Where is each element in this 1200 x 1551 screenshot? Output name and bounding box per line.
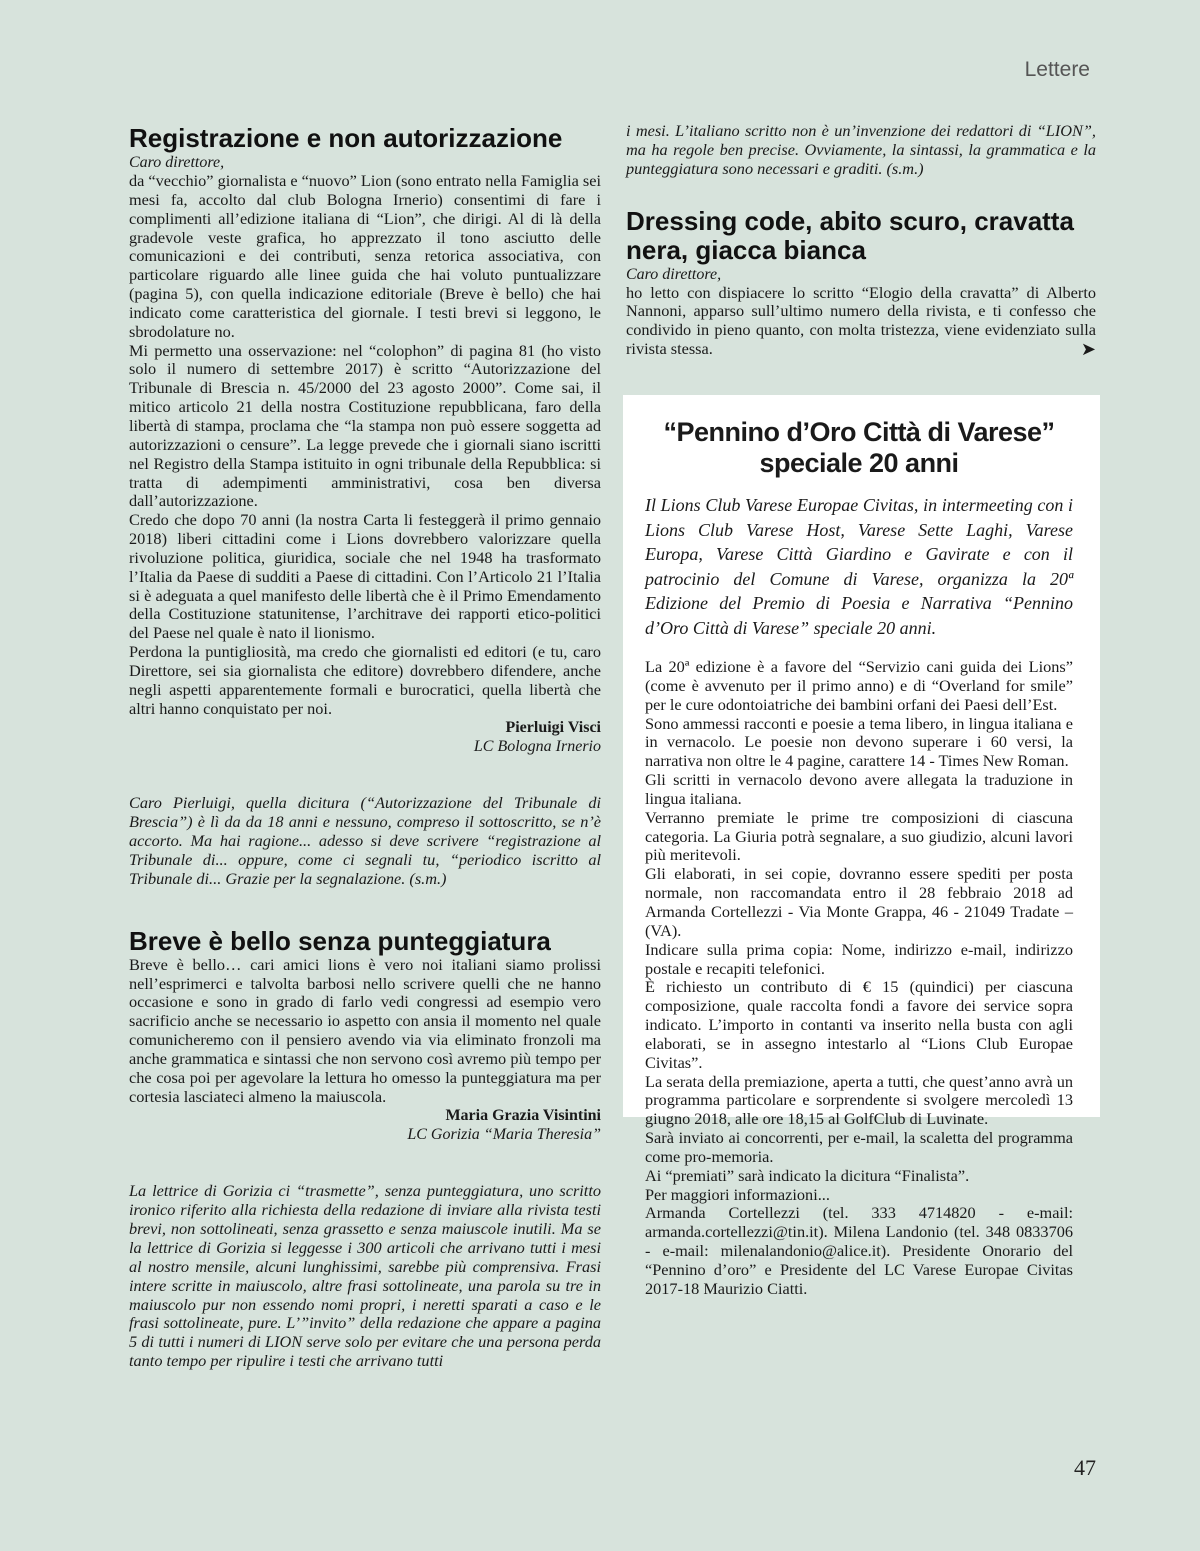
continue-arrow-icon: ➤ [1080, 339, 1096, 360]
box-paragraph: Sarà inviato ai concorrenti, per e-mail, la scaletta del programma come pro-memoria. [645, 1128, 1073, 1166]
pennino-announcement-box [623, 395, 1100, 1298]
box-paragraph: Sono ammessi racconti e poesie a tema libero, in lingua italiana e in vernacolo. Le poesie non devono superare i 60 versi, la narrativa non oltre le 4 pagine, carattere 14 - Times New Roman. [645, 713, 1073, 771]
signature-club: LC Gorizia “Maria Theresia” [407, 1126, 601, 1144]
salutation: Caro direttore, [129, 154, 225, 171]
letter-paragraph: Credo che dopo 70 anni (la nostra Carta li festeggerà il primo gennaio 2018) liberi cittadini come i Lions dovrebbero valorizzare quella rivoluzione politica, giuridica, sociale che nel 1948 ha trasformato l’Italia da Paese di sudditi a Paese di cittadini. Con l’Articolo 21 l’Italia si è adeguata a quel manifesto delle libertà che è il Primo Emendamento della Costituzione statunitense, l’architrave dei rapporti etico-politici del Paese nel quale è nato il lionismo. [129, 510, 601, 643]
box-paragraph: È richiesto un contributo di € 15 (quindici) per ciascuna composizione, quale raccolta fondi a favore dei service sopra indicato. L’importo in contanti va inserito nella busta con agli elaborati, se in assegno intestarlo al “Lions Club Europae Civitas”. [645, 977, 1073, 1072]
box-paragraph: Gli elaborati, in sei copie, dovranno essere spediti per posta normale, non raccomandata entro il 28 febbraio 2018 ad Armanda Cortellezzi - Via Monte Grappa, 46 - 21049 Tradate – (VA). [645, 864, 1073, 940]
letter-paragraph: Perdona la puntigliosità, ma credo che giornalisti ed editori (e tu, caro Direttore, sei sia giornalista che editore) dovrebbero difendere, anche negli aspetti apparentemente formali e burocratici, quella libertà che altri hanno conquistato per noi. [129, 642, 601, 718]
left-column [129, 124, 601, 1371]
letter-paragraph: Breve è bello… cari amici lions è vero noi italiani siamo prolissi nell’esprimerci e talvolta barbosi nello scrivere quelli che ne hanno occasione e sono in grado di farlo vedi congressi ad esempio vero sacrificio anche se necessario io aspetto con ansia il momento nel quale comunicheremo con il pensiero avendo via via eliminato fronzoli ma anche grammatica e sintassi che non servono così avremo più tempo per che cosa poi per agevolare la lettura ho omesso la punteggiatura ma per cortesia lasciateci almeno la maiuscola. [129, 954, 601, 1106]
box-intro: Il Lions Club Varese Europae Civitas, in intermeeting con i Lions Club Varese Host, Varese Sette Laghi, Varese Europa, Varese Città Giardino e Gavirate e con il patrocinio del Comune di Varese, organizza la 20ª Edizione del Premio di Poesia e Narrativa “Pennino d’Oro Città di Varese” speciale 20 anni. [645, 495, 1073, 638]
box-paragraph: Per maggiori informazioni... [645, 1184, 830, 1204]
article-title: Dressing code, abito scuro, cravatta nera, giacca bianca [626, 205, 1074, 265]
editor-reply: La lettrice di Gorizia ci “trasmette”, senza punteggiatura, uno scritto ironico riferito alla richiesta della redazione di inviare alla rivista testi brevi, non sottolineati, senza grassetto e senza maiuscole inutili. Ma se la lettrice di Gorizia si leggesse i 300 articoli che arrivano tutti i mesi al nostro mensile, alcuni lunghissimi, sarebbe più comprensiva. Frasi intere scritte in maiuscolo, altre frasi sottolineate, una parola su tre in maiuscolo pur non essendo nomi propri, i neretti sparati a caso e le frasi sottolineate, pure. L’”invito” della redazione che appare a pagina 5 di tutti i numeri di LION serve solo per evitare che una persona perda tanto tempo per ripulire i testi che arrivano tutti [129, 1181, 601, 1371]
letter-paragraph [626, 284, 1096, 359]
signature-name: Pierluigi Visci [505, 719, 601, 737]
box-paragraph: Gli scritti in vernacolo devono avere allegata la traduzione in lingua italiana. [645, 770, 1073, 808]
right-column [626, 122, 1096, 359]
box-paragraph: La serata della premiazione, aperta a tutti, che quest’anno avrà un programma particolare e sorprendente si svolgere mercoledì 13 giugno 2018, alle ore 18,15 al GolfClub di Luvinate. [645, 1071, 1073, 1129]
article-title: Breve è bello senza punteggiatura [129, 925, 551, 956]
editor-reply: Caro Pierluigi, quella dicitura (“Autorizzazione del Tribunale di Brescia”) è lì da da 18 anni e nessuno, compreso il sottoscritto, se n’è accorto. Ma hai ragione... adesso si deve scrivere “registrazione al Tribunale di... oppure, come ci segnali tu, “periodico iscritto al Tribunale di... Grazie per la segnalazione. (s.m.) [129, 793, 601, 888]
article-title: Registrazione e non autorizzazione [129, 123, 563, 153]
signature-club: LC Bologna Irnerio [473, 738, 601, 756]
salutation: Caro direttore, [626, 265, 722, 283]
box-paragraph: Armanda Cortellezzi (tel. 333 4714820 - e-mail: armanda.cortellezzi@tin.it). Milena Landonio (tel. 348 0833706 - e-mail: milenalandonio@alice.it). Presidente Onorario del “Pennino d’oro” e Presidente del LC Varese Europae Civitas 2017-18 Maurizio Ciatti. [645, 1203, 1073, 1298]
box-paragraph: Verranno premiate le prime tre composizioni di ciascuna categoria. La Giuria potrà segnalare, a suo giudizio, alcuni lavori più meritevoli. [645, 807, 1073, 865]
letter-paragraph: Mi permetto una osservazione: nel “colophon” di pagina 81 (ho visto solo il numero di settembre 2017) è scritto “Autorizzazione del Tribunale di Brescia n. 45/2000 del 23 agosto 2000”. Come sai, il mitico articolo 21 della nostra Costituzione repubblicana, faro della libertà di stampa, proclama che “la stampa non può essere soggetta ad autorizzazioni o censure”. La legge prevede che i giornali siano iscritti nel Registro della Stampa istituito in ogni tribunale della Repubblica: si tratta di adempimenti amministrativi, cosa ben diversa dall’autorizzazione. [129, 340, 601, 511]
signature-name: Maria Grazia Visintini [445, 1107, 601, 1125]
box-paragraph: Ai “premiati” sarà indicato la dicitura “Finalista”. [645, 1165, 970, 1185]
box-paragraph: La 20ª edizione è a favore del “Servizio cani guida dei Lions” (come è avvenuto per il primo anno) e di “Overland for smile” per le cure odontoiatriche dei bambini orfani dei Paesi dell’Est. [645, 657, 1073, 714]
section-label: Lettere [1024, 58, 1090, 81]
box-subtitle: speciale 20 anni [759, 448, 959, 478]
letter-text: ho letto con dispiacere lo scritto “Elogio della cravatta” di Alberto Nannoni, apparso sull’ultimo numero della rivista, e ti confesso che condivido in pieno quanto, con molta tristezza, viene evidenziato sulla rivista stessa. [626, 282, 1096, 359]
page-number: 47 [1074, 1455, 1096, 1480]
editor-reply-continued: i mesi. L’italiano scritto non è un’invenzione dei redattori di “LION”, ma ha regole ben precise. Ovviamente, la sintassi, la grammatica e la punteggiatura sono necessari e graditi. (s.m.) [626, 121, 1096, 178]
box-title: “Pennino d’Oro Città di Varese” [663, 417, 1055, 447]
letter-paragraph: da “vecchio” giornalista e “nuovo” Lion (sono entrato nella Famiglia sei mesi fa, accolto dal club Bologna Irnerio) consentimi di fare i complimenti all’edizione italiana di “Lion”, che dirigi. Al di là della gradevole veste grafica, ho apprezzato il tono asciutto delle comunicazioni e dei contributi, senza retorica associativa, con particolare riguardo alle linee guida che hai voluto puntualizzare (pagina 5), con quella indicazione editoriale (Breve è bello) che hai indicato come caratteristica del giornale. I testi brevi si leggono, le sbrodolature no. [129, 171, 601, 341]
box-paragraph: Indicare sulla prima copia: Nome, indirizzo e-mail, indirizzo postale e recapiti telefonici. [645, 939, 1073, 978]
